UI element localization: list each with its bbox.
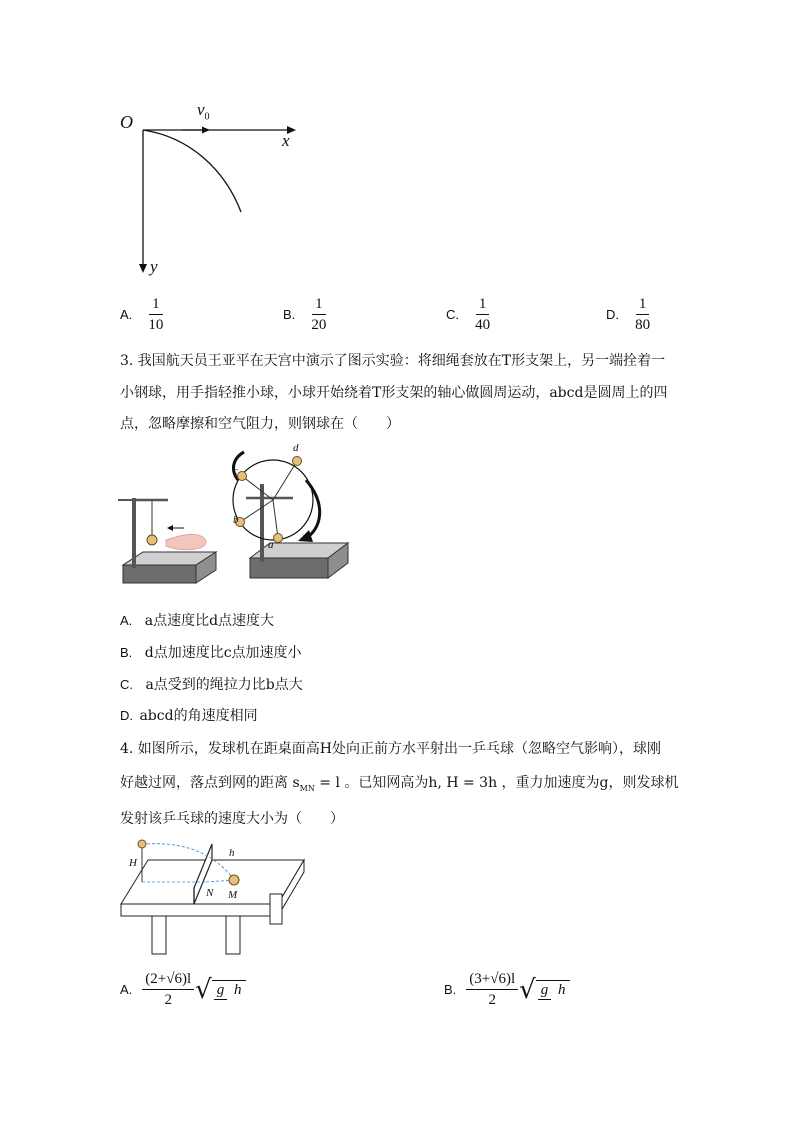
fraction: $\frac{1}{80}$ (635, 296, 651, 333)
q2-option-c: C. $\frac{1}{40}$ (446, 295, 493, 334)
point-b-label: b (233, 514, 239, 526)
point-c-label: c (233, 465, 238, 477)
fraction: $\frac{1}{10}$ (148, 296, 164, 333)
q4-line-1: 4. 如图所示，发球机在距桌面高H处向正前方水平射出一乒乓球（忽略空气影响），球刚 (120, 741, 662, 757)
q2-option-b: B. $\frac{1}{20}$ (283, 295, 329, 334)
q2-option-d: D. $\frac{1}{80}$ (606, 295, 653, 334)
sqrt-symbol: √ (519, 974, 536, 1005)
point-N-label: N (206, 887, 214, 899)
point-d-label: d (293, 442, 299, 454)
q2-option-a: A. $\frac{1}{10}$ (120, 295, 166, 334)
point-a-label: a (268, 539, 274, 551)
x-axis-label: x (282, 131, 290, 150)
q3-line-1: 3. 我国航天员王亚平在天宫中演示了图示实验：将细绳套放在T形支架上，另一端拴着一 (120, 353, 666, 369)
q4-option-b: B. $\frac{(3+√6)l}{2}$ √ g h (444, 970, 570, 1009)
root-fraction: g h (212, 980, 247, 999)
root-fraction: g h (536, 980, 571, 999)
origin-label: O (120, 112, 133, 132)
q3-option-d: D. abcd的角速度相同 (120, 708, 258, 724)
sqrt-symbol: √ (195, 974, 212, 1005)
q4-line-3: 发射该乒乓球的速度大小为（ ） (120, 811, 344, 827)
height-H-label: H (129, 857, 137, 869)
q4-line-2: 好越过网，落点到网的距离 $s_{MN} = l$ 。已知网高为h, H = 3h ，重力加速度为g，则发球机 (120, 775, 679, 793)
fraction: $\frac{(2+√6)l}{2}$ (142, 970, 194, 1009)
y-axis-label: y (150, 257, 158, 276)
q4-option-a: A. $\frac{(2+√6)l}{2}$ √ g h (120, 970, 246, 1009)
fraction: $\frac{1}{20}$ (311, 296, 327, 333)
net-height-h-label: h (229, 847, 235, 859)
projectile-axes-figure (110, 95, 320, 285)
q3-option-a: A. a点速度比d点速度大 (120, 613, 275, 629)
point-M-label: M (228, 889, 238, 901)
q3-line-3: 点，忽略摩擦和空气阻力，则钢球在（ ） (120, 416, 400, 432)
v0-label: $v_0$ (197, 100, 210, 123)
q3-option-c: C. a点受到的绳拉力比b点大 (120, 677, 303, 693)
ping-pong-table-figure (118, 836, 318, 960)
q3-option-b: B. d点加速度比c点加速度小 (120, 645, 302, 661)
q3-line-2: 小钢球，用手指轻推小球，小球开始绕着T形支架的轴心做圆周运动，abcd是圆周上的四 (120, 385, 668, 401)
fraction: $\frac{(3+√6)l}{2}$ (466, 970, 518, 1009)
fraction: $\frac{1}{40}$ (475, 296, 491, 333)
